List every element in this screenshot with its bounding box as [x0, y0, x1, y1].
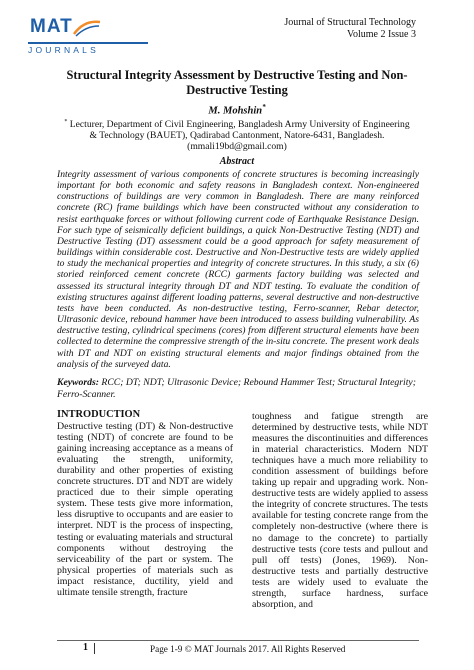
- keywords-text: RCC; DT; NDT; Ultrasonic Device; Rebound Hammer Test; Structural Integrity; Ferro-Scanner.: [57, 377, 416, 400]
- author-marker: *: [262, 103, 266, 111]
- affiliation: [62, 117, 412, 152]
- author-email: (mmali19bd@gmail.com): [187, 141, 287, 153]
- journal-name: Journal of Structural Technology: [284, 17, 416, 28]
- affiliation-marker: *: [64, 119, 68, 125]
- keywords: [57, 377, 419, 400]
- journal-info: [284, 17, 416, 41]
- keywords-label: Keywords:: [57, 377, 99, 388]
- intro-left-text: Destructive testing (DT) & Non-destructive testing (NDT) of concrete are found to be gaining increasing acceptance as a means of evaluating the strength, uniformity, durability and other properties of existing concrete structures. DT and NDT are widely practiced due to their simple operating system. These tests give more information, less disruptive to occupants and are easier to interpret. NDT is the process of inspecting, testing or evaluating materials and structural components without destroying the serviceability of the part or system. The physical properties of materials such as impact resistance, ductility, yield and ultimate tensile strength, fracture: [57, 421, 233, 598]
- section-heading-introduction: INTRODUCTION: [57, 409, 141, 420]
- volume-issue: Volume 2 Issue 3: [347, 29, 416, 40]
- author-line: [0, 103, 474, 117]
- intro-left-column: [57, 409, 233, 598]
- paper-title: Structural Integrity Assessment by Destructive Testing and Non-Destructive Testing: [66, 68, 408, 97]
- logo-mat-text: MAT: [30, 16, 73, 37]
- abstract-body: Integrity assessment of various components of concrete structures is becoming increasingly important for both economic and safety reasons in Bangladesh context. Non-engineered constructions of buildings are very common in Bangladesh. There are many reinforced concrete (RC) frame buildings which have been constructed without any consideration to resist earthquake forces or without following current code of Earthquake Resistance Design. For such type of seismically deficient buildings, a quick Non-Destructive Testing (NDT) and Destructive Testing (DT) assessment could be a good approach for safety measurement of buildings within considerable cost. Destructive and Non-Destructive tests are widely applied to study the mechanical properties and integrity of concrete structures. In this study, a six (6) storied reinforced cement concrete (RCC) garments factory building was selected and assessed its structural integrity through DT and NDT testing. To evaluate the condition of existing structures against different loading patterns, several destructive and non-destructive tests have been conducted. As non-destructive testing, Ferro-scanner, Rebar detector, Ultrasonic device, rebound hammer have been introduced to assess building vulnerability. As destructive testing, cylindrical specimens (cores) from different structural elements have been collected to determine the compressive strength of the in-situ concrete. The present work deals with DT and NDT on existing structural elements and major findings obtained from the analysis of the surveyed data.: [57, 169, 419, 370]
- intro-right-column: [252, 411, 428, 610]
- intro-right-text: toughness and fatigue strength are determined by destructive tests, while NDT measures the discontinuities and differences in material characteristics. Modern NDT techniques have a much more reliability to condition assessment of buildings before taking up repair and upgrading work. Non-destructive tests are widely applied to assess the integrity of concrete structures. The tests available for testing concrete range from the completely non-destructive (where there is no damage to the concrete) to partially destructive tests (core tests and pullout and pull off tests) (Jones, 1969). Non-destructive tests and partially destructive tests are widely used to evaluate the strength, surface hardness, surface absorption, and: [252, 411, 428, 610]
- journal-logo: [28, 16, 148, 56]
- swoosh-icon: [72, 18, 102, 40]
- abstract-heading: Abstract: [219, 156, 255, 167]
- page-number: 1: [83, 642, 88, 653]
- author-name: M. Mohshin: [208, 105, 263, 117]
- logo-journals-text: JOURNALS: [28, 42, 148, 58]
- footer-divider: [57, 640, 419, 641]
- affiliation-text: Lecturer, Department of Civil Engineering, Bangladesh Army University of Engineering & Technology (BAUET), Qadirabad Cantonment, Natore-6431, Bangladesh.: [69, 119, 410, 142]
- footer-copyright: Page 1-9 © MAT Journals 2017. All Rights Reserved: [150, 644, 346, 654]
- page-number-bar: [94, 643, 95, 654]
